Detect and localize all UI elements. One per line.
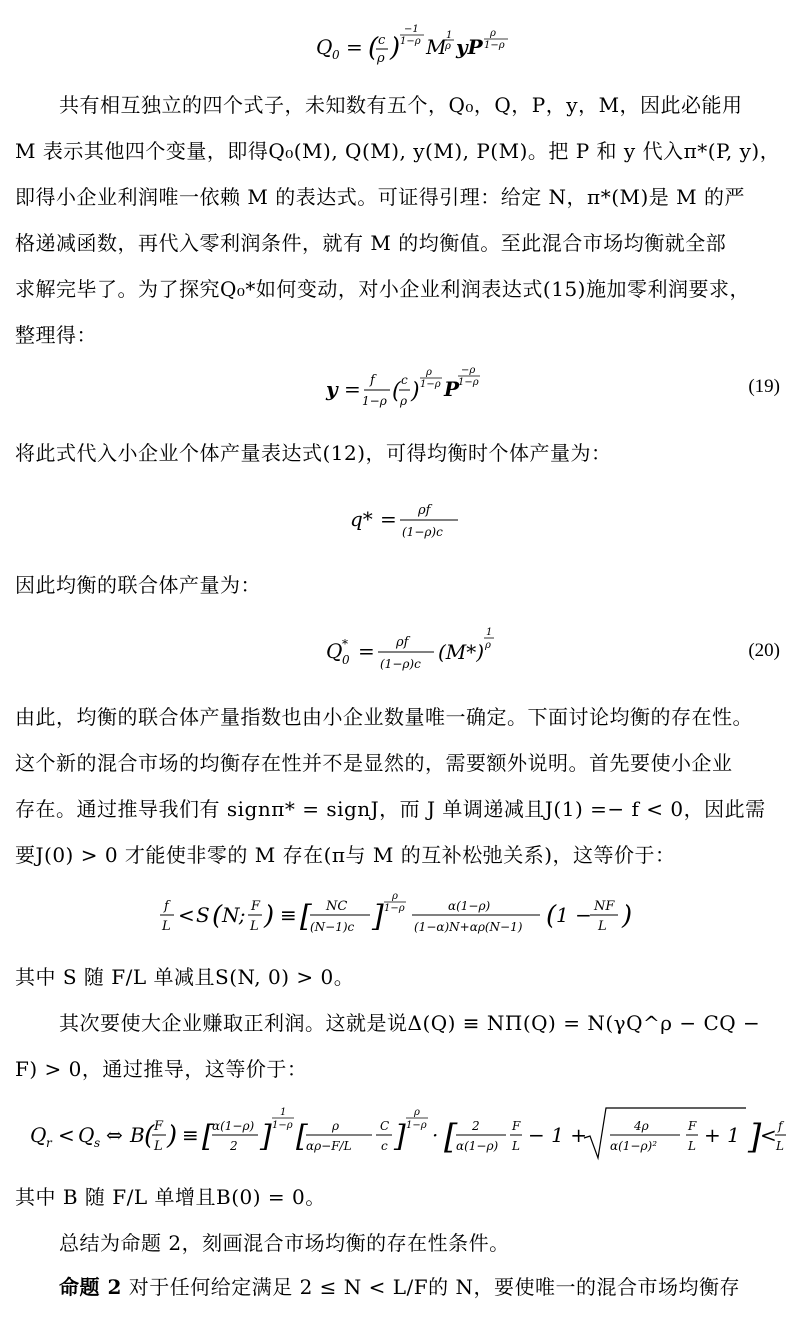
svg-text:1−ρ: 1−ρ xyxy=(484,40,505,51)
svg-text:α(1−ρ): α(1−ρ) xyxy=(448,899,491,913)
paragraph-4-line-4: 要J(0) > 0 才能使非零的 M 存在(π与 M 的互补松弛关系)，这等价于： xyxy=(15,843,676,867)
paragraph-1-line-4: 格递减函数，再代入零利润条件，就有 M 的均衡值。至此混合市场均衡就全部 xyxy=(15,231,727,255)
svg-text:≡: ≡ xyxy=(182,1123,199,1147)
svg-text:): ) xyxy=(390,33,401,63)
svg-text:1−ρ: 1−ρ xyxy=(400,36,421,47)
svg-text:ρ: ρ xyxy=(377,51,385,66)
paragraph-3 xyxy=(15,562,793,608)
svg-text:<: < xyxy=(58,1123,75,1147)
paragraph-1 xyxy=(15,82,793,358)
svg-text:ρ: ρ xyxy=(485,640,491,651)
equation-q-star xyxy=(0,494,812,551)
proposition-2-label: 命题 2 xyxy=(59,1275,122,1299)
svg-text:c: c xyxy=(401,373,408,387)
svg-text:f: f xyxy=(370,373,375,388)
svg-text:ρ: ρ xyxy=(426,367,432,378)
svg-text:NF: NF xyxy=(594,899,615,914)
equation-s-render xyxy=(156,884,656,944)
svg-text:(1−α)N+αρ(N−1): (1−α)N+αρ(N−1) xyxy=(414,920,523,934)
svg-text:F: F xyxy=(512,1119,521,1133)
svg-text:[: [ xyxy=(202,1119,214,1154)
svg-text:1−ρ: 1−ρ xyxy=(362,394,387,408)
svg-text:B: B xyxy=(130,1123,145,1147)
svg-text:q*: q* xyxy=(350,507,373,531)
svg-text:L: L xyxy=(162,919,171,934)
svg-text:ρ: ρ xyxy=(400,394,408,408)
svg-text:⇔: ⇔ xyxy=(106,1123,123,1147)
svg-text:]: ] xyxy=(394,1119,406,1154)
paragraph-2-line: 将此式代入小企业个体产量表达式(12)，可得均衡时个体产量为： xyxy=(15,441,612,465)
svg-text:ρ: ρ xyxy=(445,41,451,52)
paragraph-6-line-1: 其次要使大企业赚取正利润。这就是说Δ(Q) ≡ NΠ(Q) = N(γQ^ρ − CQ − xyxy=(59,1011,761,1035)
svg-text:=: = xyxy=(358,639,375,663)
svg-text:): ) xyxy=(622,901,633,931)
svg-text:ρf: ρf xyxy=(396,635,409,650)
svg-text:[: [ xyxy=(300,899,312,934)
svg-text:L: L xyxy=(512,1139,520,1153)
paragraph-4-line-1: 由此，均衡的联合体产量指数也由小企业数量唯一确定。下面讨论均衡的存在性。 xyxy=(15,705,753,729)
paragraph-1-line-3: 即得小企业利润唯一依赖 M 的表达式。可证得引理：给定 N，π*(M)是 M 的严 xyxy=(15,185,745,209)
paragraph-1-line-5: 求解完毕了。为了探究Q₀*如何变动，对小企业利润表达式(15)施加零利润要求， xyxy=(15,277,750,301)
paragraph-1-line-1: 共有相互独立的四个式子，未知数有五个，Q₀，Q，P，y，M，因此必能用 xyxy=(59,93,743,117)
svg-text:P: P xyxy=(444,377,460,401)
svg-text:ρ: ρ xyxy=(332,1119,340,1133)
svg-text:≡: ≡ xyxy=(280,903,297,927)
svg-text:−ρ: −ρ xyxy=(461,365,476,376)
proposition-2-line xyxy=(15,1264,793,1310)
equation-b-render xyxy=(26,1102,786,1166)
svg-text:NC: NC xyxy=(326,899,348,914)
svg-text:Q: Q xyxy=(316,35,333,59)
svg-text:[: [ xyxy=(296,1119,308,1154)
svg-text:4ρ: 4ρ xyxy=(634,1119,649,1133)
svg-text:*: * xyxy=(342,637,348,651)
svg-text:ρ: ρ xyxy=(392,891,398,902)
proposition-2 xyxy=(15,1264,793,1310)
svg-text:=: = xyxy=(346,35,363,59)
svg-text:1−ρ: 1−ρ xyxy=(272,1120,293,1131)
svg-text:F: F xyxy=(688,1119,697,1133)
paragraph-7-line: 其中 B 随 F/L 单增且B(0) = 0。 xyxy=(15,1185,326,1209)
svg-text:]: ] xyxy=(748,1117,762,1157)
paragraph-7 xyxy=(15,1174,793,1220)
svg-text:M: M xyxy=(426,35,447,59)
equation-q-star-render xyxy=(326,494,486,546)
svg-text:− 1 +: − 1 + xyxy=(528,1123,587,1147)
svg-text:): ) xyxy=(167,1121,178,1151)
svg-text:·: · xyxy=(432,1123,439,1147)
svg-text:1: 1 xyxy=(486,627,493,638)
paragraph-5 xyxy=(15,954,793,1000)
svg-text:L: L xyxy=(776,1139,784,1153)
svg-text:F: F xyxy=(154,1119,164,1134)
svg-text:(: ( xyxy=(546,901,557,931)
svg-text:(: ( xyxy=(368,33,379,63)
svg-text:C: C xyxy=(380,1119,390,1133)
paragraph-8-line: 总结为命题 2，刻画混合市场均衡的存在性条件。 xyxy=(59,1231,510,1255)
svg-text:L: L xyxy=(250,919,259,934)
svg-text:Q: Q xyxy=(78,1123,95,1147)
equation-20-number: (20) xyxy=(748,640,780,661)
svg-text:2: 2 xyxy=(472,1119,480,1133)
svg-text:S: S xyxy=(196,903,210,927)
svg-text:ρ: ρ xyxy=(490,28,496,39)
paragraph-1-line-2: M 表示其他四个变量，即得Q₀(M), Q(M), y(M), P(M)。把 P 和 y 代入π*(P, y)， xyxy=(15,139,781,163)
paragraph-6-line-2: F) > 0，通过推导，这等价于： xyxy=(15,1057,308,1081)
equation-q0-render xyxy=(276,22,536,72)
paragraph-8 xyxy=(15,1220,793,1266)
svg-text:1: 1 xyxy=(280,1107,287,1118)
svg-text:): ) xyxy=(264,901,275,931)
svg-text:s: s xyxy=(94,1136,101,1150)
paragraph-5-line: 其中 S 随 F/L 单减且S(N, 0) > 0。 xyxy=(15,965,355,989)
svg-text:(N−1)c: (N−1)c xyxy=(310,920,355,934)
paragraph-3-line: 因此均衡的联合体产量为： xyxy=(15,573,261,597)
svg-text:yP: yP xyxy=(456,35,483,59)
svg-text:L: L xyxy=(688,1139,696,1153)
svg-text:L: L xyxy=(598,919,607,934)
svg-text:ρf: ρf xyxy=(418,503,431,518)
svg-text:=: = xyxy=(380,507,397,531)
equation-19 xyxy=(0,360,812,421)
equation-20-render xyxy=(306,622,506,678)
svg-text:Q: Q xyxy=(326,639,343,663)
svg-text:(: ( xyxy=(212,901,223,931)
svg-text:(: ( xyxy=(144,1121,155,1151)
svg-text:(1−ρ)c: (1−ρ)c xyxy=(402,525,443,539)
svg-text:1−ρ: 1−ρ xyxy=(420,379,441,390)
svg-text:1 −: 1 − xyxy=(556,903,592,927)
svg-text:<: < xyxy=(178,903,195,927)
svg-text:N;: N; xyxy=(222,903,246,927)
equation-20 xyxy=(0,622,812,683)
svg-text:]: ] xyxy=(260,1119,272,1154)
svg-text:0: 0 xyxy=(342,653,350,667)
equation-19-render xyxy=(286,360,526,416)
svg-text:α(1−ρ): α(1−ρ) xyxy=(456,1139,499,1153)
svg-text:F: F xyxy=(251,899,261,914)
svg-text:α(1−ρ)²: α(1−ρ)² xyxy=(610,1139,658,1153)
svg-text:1−ρ: 1−ρ xyxy=(458,377,479,388)
proposition-2-text: 对于任何给定满足 2 ≤ N < L/F的 N，要使唯一的混合市场均衡存 xyxy=(121,1275,741,1299)
svg-text:r: r xyxy=(46,1136,52,1150)
svg-text:L: L xyxy=(154,1139,163,1154)
paragraph-4-line-3: 存在。通过推导我们有 signπ* = signJ，而 J 单调递减且J(1) =− f < 0，因此需 xyxy=(15,797,766,821)
svg-text:0: 0 xyxy=(332,48,340,62)
svg-text:1: 1 xyxy=(446,30,453,41)
svg-text:f: f xyxy=(164,899,169,914)
svg-text:]: ] xyxy=(372,899,384,934)
svg-text:): ) xyxy=(411,379,420,404)
svg-text:+ 1: + 1 xyxy=(704,1123,740,1147)
paragraph-4-line-2: 这个新的混合市场的均衡存在性并不是显然的，需要额外说明。首先要使小企业 xyxy=(15,751,733,775)
svg-text:<: < xyxy=(760,1123,777,1147)
svg-text:−1: −1 xyxy=(404,24,419,35)
paragraph-1-line-6: 整理得： xyxy=(15,323,97,347)
svg-text:2: 2 xyxy=(230,1139,238,1153)
equation-s xyxy=(0,884,812,949)
svg-text:=: = xyxy=(344,377,361,401)
svg-text:1−ρ: 1−ρ xyxy=(406,1120,427,1131)
paragraph-4 xyxy=(15,694,793,878)
svg-text:f: f xyxy=(778,1119,783,1133)
svg-text:(1−ρ)c: (1−ρ)c xyxy=(380,657,421,671)
svg-text:c: c xyxy=(381,1139,388,1153)
paragraph-6 xyxy=(15,1000,793,1092)
svg-text:αρ−F/L: αρ−F/L xyxy=(306,1139,352,1153)
paragraph-2 xyxy=(15,430,793,476)
svg-text:α(1−ρ): α(1−ρ) xyxy=(212,1119,255,1133)
svg-text:y: y xyxy=(326,377,338,401)
equation-19-number: (19) xyxy=(748,376,780,397)
svg-text:[: [ xyxy=(444,1117,458,1157)
svg-text:Q: Q xyxy=(30,1123,47,1147)
svg-text:1−ρ: 1−ρ xyxy=(384,903,405,914)
equation-q0 xyxy=(0,22,812,77)
svg-text:(M*): (M*) xyxy=(438,640,485,664)
svg-text:c: c xyxy=(378,33,386,48)
svg-text:(: ( xyxy=(392,379,401,404)
svg-text:ρ: ρ xyxy=(414,1107,420,1118)
equation-b xyxy=(0,1102,812,1171)
